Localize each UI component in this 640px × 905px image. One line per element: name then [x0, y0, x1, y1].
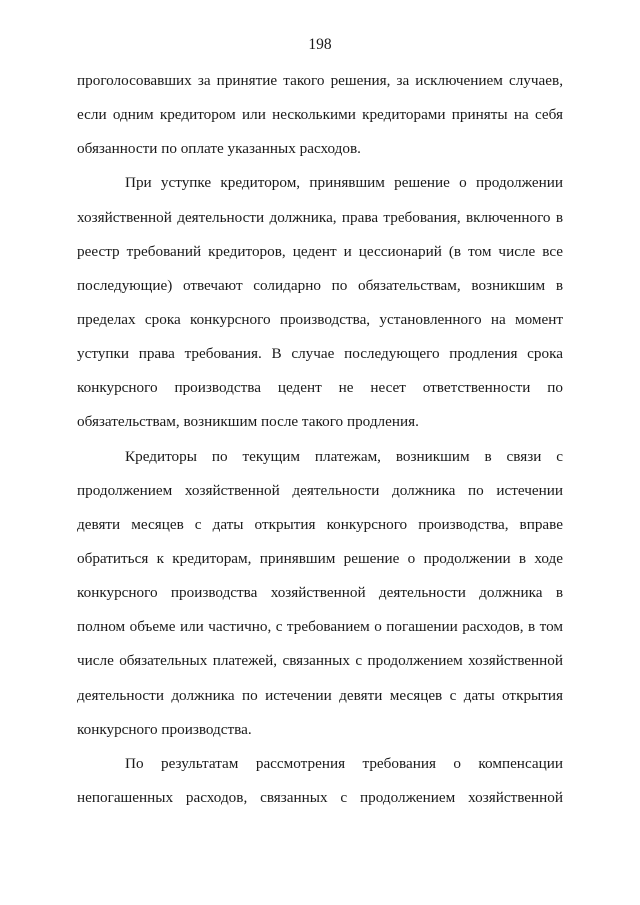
- page-number: 198: [308, 36, 332, 53]
- paragraph-2-line-3: реестр требований кредиторов, цедент и цессионарий (в том числе все: [77, 242, 563, 260]
- paragraph-1-line-1: проголосовавших за принятие такого решения, за исключением случаев,: [77, 72, 563, 89]
- paragraph-2-line-4: последующие) отвечают солидарно по обязательствам, возникшим в: [77, 276, 563, 294]
- paragraph-4-line-2: непогашенных расходов, связанных с продолжением хозяйственной: [77, 788, 563, 806]
- paragraph-2-line-2: хозяйственной деятельности должника, права требования, включенного в: [77, 208, 563, 226]
- paragraph-3-line-9: конкурсного производства.: [77, 720, 252, 738]
- paragraph-1-line-2: если одним кредитором или несколькими кредиторами приняты на себя: [77, 106, 563, 124]
- paragraph-3-line-6: полном объеме или частично, с требованием о погашении расходов, в том: [77, 618, 563, 636]
- document-body: [77, 64, 563, 815]
- paragraph-2-line-5: пределах срока конкурсного производства, установленного на момент: [77, 310, 563, 328]
- paragraph-2-line-7: конкурсного производства цедент не несет ответственности по: [77, 379, 563, 397]
- paragraph-3-line-8: деятельности должника по истечении девяти месяцев с даты открытия: [77, 686, 563, 704]
- paragraph-3-line-7: числе обязательных платежей, связанных с продолжением хозяйственной: [77, 652, 563, 670]
- paragraph-3-line-5: конкурсного производства хозяйственной деятельности должника в: [77, 584, 563, 602]
- paragraph-2-line-6: уступки права требования. В случае последующего продления срока: [77, 345, 563, 363]
- paragraph-4-line-1: По результатам рассмотрения требования о компенсации: [125, 754, 563, 772]
- paragraph-3-line-1: Кредиторы по текущим платежам, возникшим в связи с: [125, 447, 563, 465]
- paragraph-3-line-4: обратиться к кредиторам, принявшим решение о продолжении в ходе: [77, 549, 563, 567]
- paragraph-3-line-3: девяти месяцев с даты открытия конкурсного производства, вправе: [77, 515, 563, 533]
- paragraph-2-line-1: При уступке кредитором, принявшим решение о продолжении: [125, 174, 563, 192]
- paragraph-1-line-3: обязанности по оплате указанных расходов.: [77, 140, 361, 158]
- paragraph-2-line-8: обязательствам, возникшим после такого продления.: [77, 413, 419, 431]
- paragraph-3-line-2: продолжением хозяйственной деятельности должника по истечении: [77, 481, 563, 499]
